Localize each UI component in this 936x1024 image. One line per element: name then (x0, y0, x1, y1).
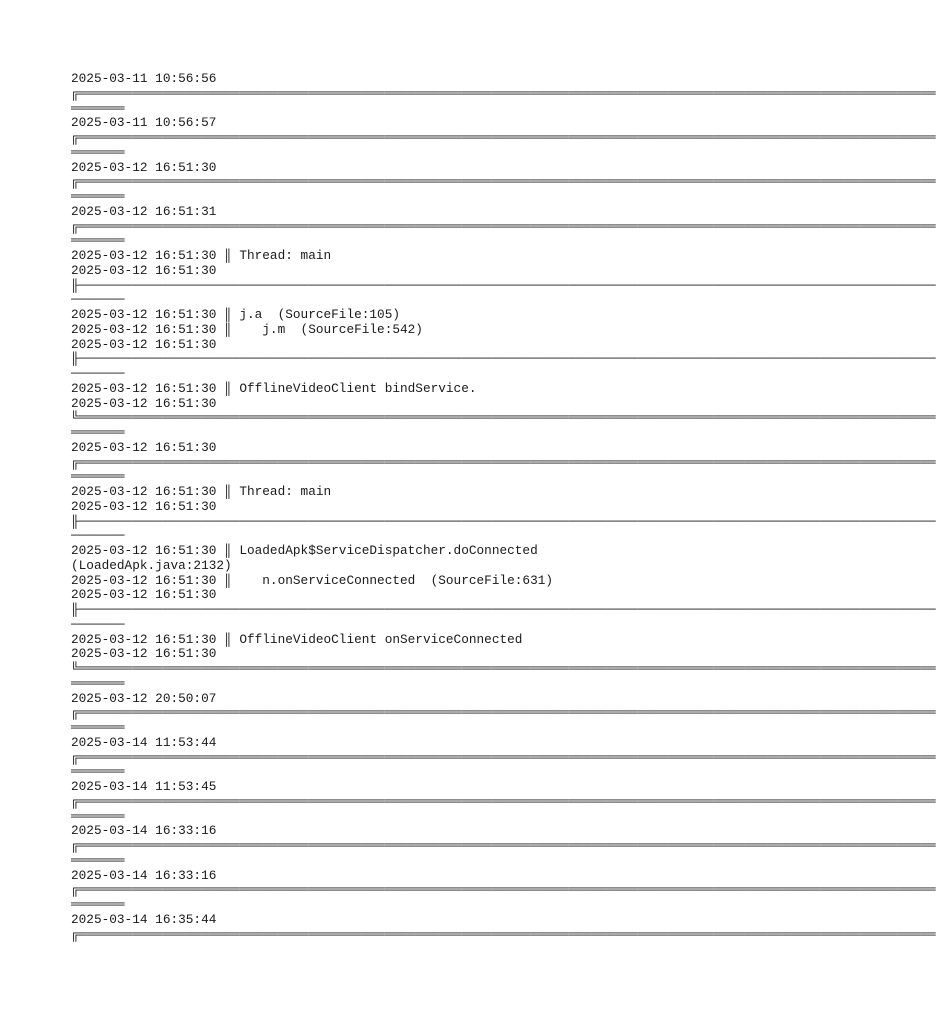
log-line: ╚════════════════════════════════════════════════════════════════════════════════════════════════════════════════ (71, 410, 936, 426)
log-line: ╔════════════════════════════════════════════════════════════════════════════════════════════════════════════════ (71, 454, 936, 470)
log-line: ╔════════════════════════════════════════════════════════════════════════════════════════════════════════════════ (71, 882, 936, 898)
log-line: ╔════════════════════════════════════════════════════════════════════════════════════════════════════════════════ (71, 749, 936, 765)
log-line: ╔════════════════════════════════════════════════════════════════════════════════════════════════════════════════ (71, 130, 936, 145)
log-line: ═══════ (71, 100, 125, 116)
log-line: ═══════ (71, 852, 125, 868)
log-line: 2025-03-12 16:51:30 (71, 587, 217, 603)
log-line: ╔════════════════════════════════════════════════════════════════════════════════════════════════════════════════ (71, 218, 936, 234)
log-line: ═══════ (71, 764, 125, 780)
log-line: 2025-03-12 16:51:30 ║ OfflineVideoClient onServiceConnected (71, 631, 523, 647)
log-line: ═══════ (71, 233, 125, 249)
log-line: ═══════ (71, 675, 125, 691)
log-output (71, 71, 936, 942)
log-line: ╔════════════════════════════════════════════════════════════════════════════════════════════════════════════════ (71, 926, 936, 942)
log-line: 2025-03-12 16:51:30 (71, 336, 217, 352)
log-line: 2025-03-12 16:51:30 ║ j.a (SourceFile:105) (71, 307, 401, 322)
log-line: ═══════ (71, 897, 125, 912)
log-line: 2025-03-12 16:51:30 (71, 262, 217, 278)
log-line: 2025-03-12 16:51:31 (71, 203, 217, 219)
log-line: 2025-03-14 11:53:45 (71, 779, 217, 794)
log-line: ╔════════════════════════════════════════════════════════════════════════════════════════════════════════════════ (71, 85, 936, 101)
log-line: ═══════ (71, 469, 125, 485)
log-line: ╟──────────────────────────────────────────────────────────────────────────────────────────────────────────────── (71, 513, 936, 529)
log-line: 2025-03-12 16:51:30 ║ Thread: main (71, 248, 332, 263)
log-line: ═══════ (71, 808, 125, 824)
log-line: 2025-03-14 16:35:44 (71, 911, 217, 927)
log-line: ═══════ (71, 720, 125, 735)
log-line: 2025-03-11 10:56:56 (71, 71, 217, 86)
log-line: ╔════════════════════════════════════════════════════════════════════════════════════════════════════════════════ (71, 174, 936, 190)
log-line: ╔════════════════════════════════════════════════════════════════════════════════════════════════════════════════ (71, 793, 936, 809)
log-line: ╟──────────────────────────────────────────────────────────────────────────────────────────────────────────────── (71, 602, 936, 617)
log-line: 2025-03-12 16:51:30 (71, 439, 217, 455)
log-line: ╟──────────────────────────────────────────────────────────────────────────────────────────────────────────────── (71, 351, 936, 367)
log-line: 2025-03-12 16:51:30 (71, 395, 217, 411)
log-line: 2025-03-12 16:51:30 ║ n.onServiceConnected (SourceFile:631) (71, 572, 554, 588)
log-line: 2025-03-14 16:33:16 (71, 823, 217, 839)
log-line: ╟──────────────────────────────────────────────────────────────────────────────────────────────────────────────── (71, 277, 936, 293)
log-line: ═══════ (71, 144, 125, 160)
log-line: 2025-03-12 16:51:30 ║ j.m (SourceFile:542) (71, 321, 423, 337)
log-line: 2025-03-12 16:51:30 (71, 159, 217, 175)
log-line: 2025-03-12 16:51:30 ║ OfflineVideoClient bindService. (71, 380, 477, 396)
log-line: 2025-03-14 16:33:16 (71, 867, 217, 883)
log-line: 2025-03-12 16:51:30 ║ Thread: main (71, 484, 332, 499)
log-line: 2025-03-12 16:51:30 (71, 498, 217, 514)
log-line: ─────── (71, 528, 125, 544)
log-line: ─────── (71, 366, 125, 381)
log-line: 2025-03-14 11:53:44 (71, 734, 217, 750)
log-line: ─────── (71, 292, 125, 308)
log-line: ╔════════════════════════════════════════════════════════════════════════════════════════════════════════════════ (71, 705, 936, 721)
log-line: ╔════════════════════════════════════════════════════════════════════════════════════════════════════════════════ (71, 838, 936, 853)
log-line: 2025-03-11 10:56:57 (71, 115, 217, 131)
log-page (71, 71, 936, 942)
log-line: ╚════════════════════════════════════════════════════════════════════════════════════════════════════════════════ (71, 661, 936, 676)
log-line: ─────── (71, 616, 125, 632)
log-line: 2025-03-12 20:50:07 (71, 690, 217, 706)
log-line: ═══════ (71, 425, 125, 440)
log-line: ═══════ (71, 189, 125, 204)
log-line: 2025-03-12 16:51:30 ║ LoadedApk$ServiceDispatcher.doConnected (71, 543, 538, 558)
log-line: (LoadedApk.java:2132) (71, 557, 232, 573)
log-line: 2025-03-12 16:51:30 (71, 646, 217, 662)
